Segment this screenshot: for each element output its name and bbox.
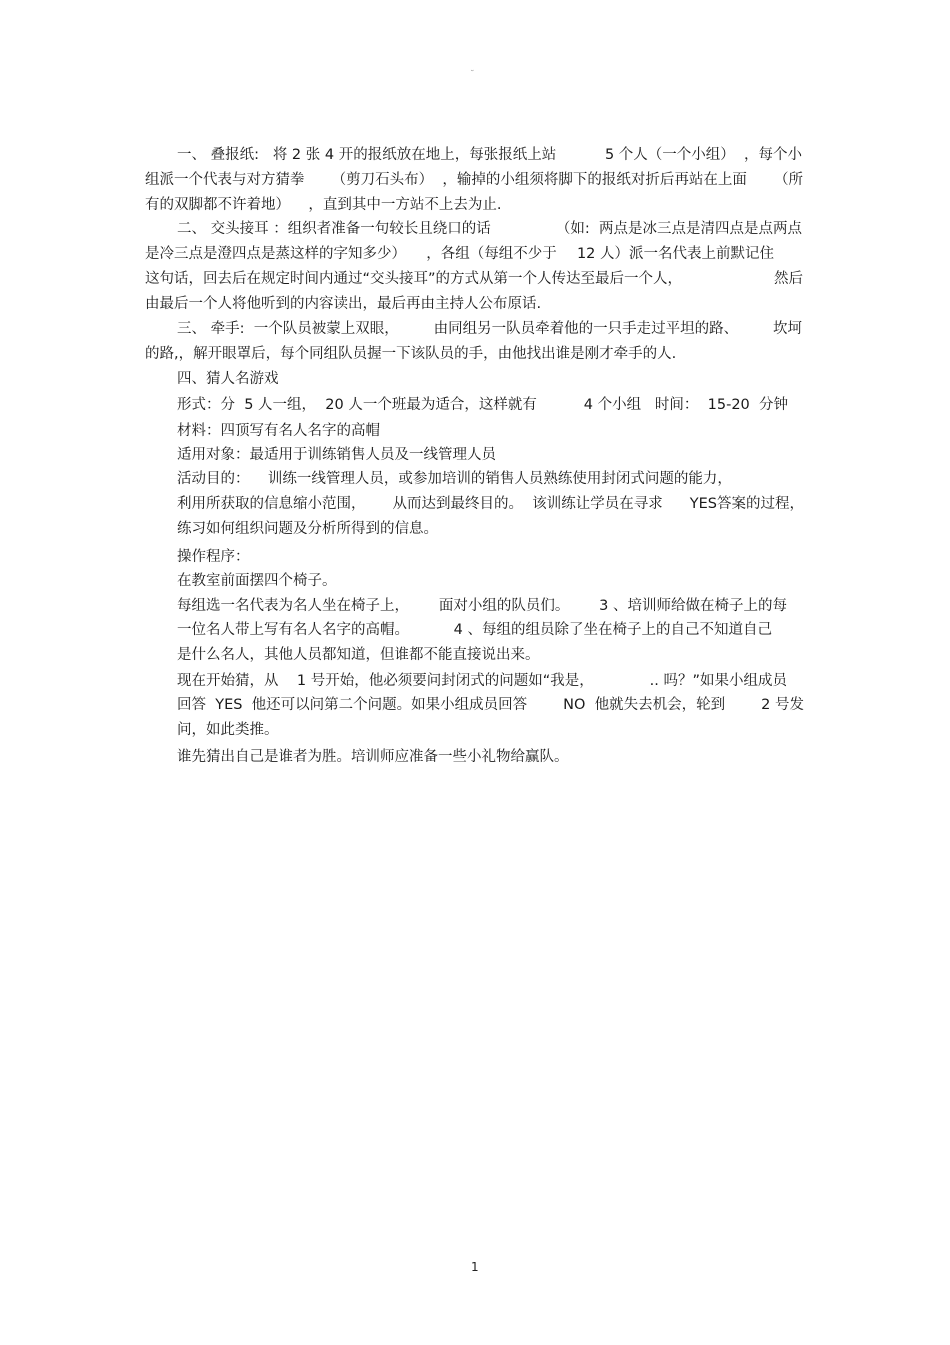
s2-line-2-b: ，各组（每组不少于 [426,246,557,262]
s4-material: 材料：四顶写有名人名字的高帽 [177,423,380,439]
s4-procedure-3 [177,620,772,640]
s4-procedure-6 [177,695,804,715]
s2-line-3-b: 然后 [774,271,803,287]
s4-purpose-2-b: 从而达到最终目的。 该训练让学员在寻求 [392,496,663,512]
s4-form [177,395,788,415]
s4-purpose-2-a: 利用所获取的信息缩小范围， [177,496,366,512]
s4-procedure-6-a: 回答 YES 他还可以问第二个问题。如果小组成员回答 [177,697,528,713]
s4-purpose-1: 活动目的： 训练一线管理人员，或参加培训的销售人员熟练使用封闭式问题的能力， [177,471,732,487]
s2-line-1-a: 二、 交头接耳 ：组织者准备一句较长且绕口的话 [177,221,491,237]
s3-line-1-b: 由同组另一队员牵着他的一只手走过平坦的路、 [433,321,739,337]
s4-procedure-7: 问，如此类推。 [177,722,279,738]
s4-procedure-5-a: 现在开始猜，从 1 号开始，他必须要问封闭式的问题如“我是， [177,673,594,689]
s2-line-2 [145,244,774,264]
s4-procedure-3-a: 一位名人带上写有名人名字的高帽。 [177,622,409,638]
s1-line-1 [177,145,802,165]
s2-line-2-c: 12 人）派一名代表上前默记住 [576,246,774,262]
s3-line-1 [177,319,802,339]
s4-purpose-3: 练习如何组织问题及分析所得到的信息。 [177,521,438,537]
s4-procedure-2-b: 面对小组的队员们。 [438,598,570,614]
s1-line-1-b: 5 个人（一个小组） ，每个小 [604,147,802,163]
s2-line-3-a: 这句话，回去后在规定时间内通过“交头接耳”的方式从第一个人传达至最后一个人， [145,271,683,287]
s1-line-2 [145,170,803,190]
s4-procedure-title: 操作程序： [177,549,250,565]
s1-line-2-a: 组派一个代表与对方猜拳 [145,172,305,188]
s4-procedure-3-b: 4 、每组的组员除了坐在椅子上的自己不知道自己 [453,622,772,638]
s4-procedure-2-c: 3 、培训师给做在椅子上的每 [599,598,787,614]
s4-procedure-2-a: 每组选一名代表为名人坐在椅子上， [177,598,409,614]
s2-line-1 [177,219,802,239]
s3-line-2: 的路,，解开眼罩后，每个同组队员握一下该队员的手，由他找出谁是刚才牵手的人. [145,346,677,362]
s4-title: 四、猜人名游戏 [177,371,279,387]
s4-purpose-2-c: YES答案的过程， [689,496,804,512]
s4-procedure-2 [177,596,787,616]
s2-line-3 [145,269,803,289]
s1-line-3: 有的双脚都不许着地） ，直到其中一方站不上去为止. [145,197,502,213]
header-mark: ˘ [470,70,475,80]
s4-form-a: 形式：分 5 人一组， 20 人一个班最为适合，这样就有 [177,397,537,413]
s4-procedure-4: 是什么名人，其他人员都知道，但谁都不能直接说出来。 [177,647,540,663]
s1-line-2-c: （所 [774,172,803,188]
s4-procedure-1: 在教室前面摆四个椅子。 [177,573,337,589]
page-number: 1 [471,1260,479,1274]
s1-line-1-a: 一、 叠报纸: 将 2 张 4 开的报纸放在地上，每张报纸上站 [177,147,557,163]
s4-target: 适用对象：最适用于训练销售人员及一线管理人员 [177,447,496,463]
s2-line-4: 由最后一个人将他听到的内容读出，最后再由主持人公布原话. [145,296,542,312]
s2-line-1-b: （如: 两点是冰三点是清四点是点两点 [555,221,802,237]
s4-procedure-5 [177,671,787,691]
s4-procedure-6-c: 2 号发 [761,697,804,713]
s4-procedure-5-b: .. 吗？”如果小组成员 [649,673,787,689]
s3-line-1-a: 三、 牵手: 一个队员被蒙上双眼， [177,321,399,337]
s4-procedure-6-b: NO 他就失去机会，轮到 [563,697,726,713]
s4-purpose-2 [177,494,804,514]
s1-line-2-b: （剪刀石头布） ，输掉的小组须将脚下的报纸对折后再站在上面 [331,172,747,188]
s4-form-b: 4 个小组 时间： 15-20 分钟 [583,397,788,413]
s2-line-2-a: 是冷三点是澄四点是蒸这样的字知多少） [145,246,406,262]
s3-line-1-c: 坎坷 [773,321,802,337]
s4-procedure-8: 谁先猜出自己是谁者为胜。培训师应准备一些小礼物给赢队。 [177,749,569,765]
